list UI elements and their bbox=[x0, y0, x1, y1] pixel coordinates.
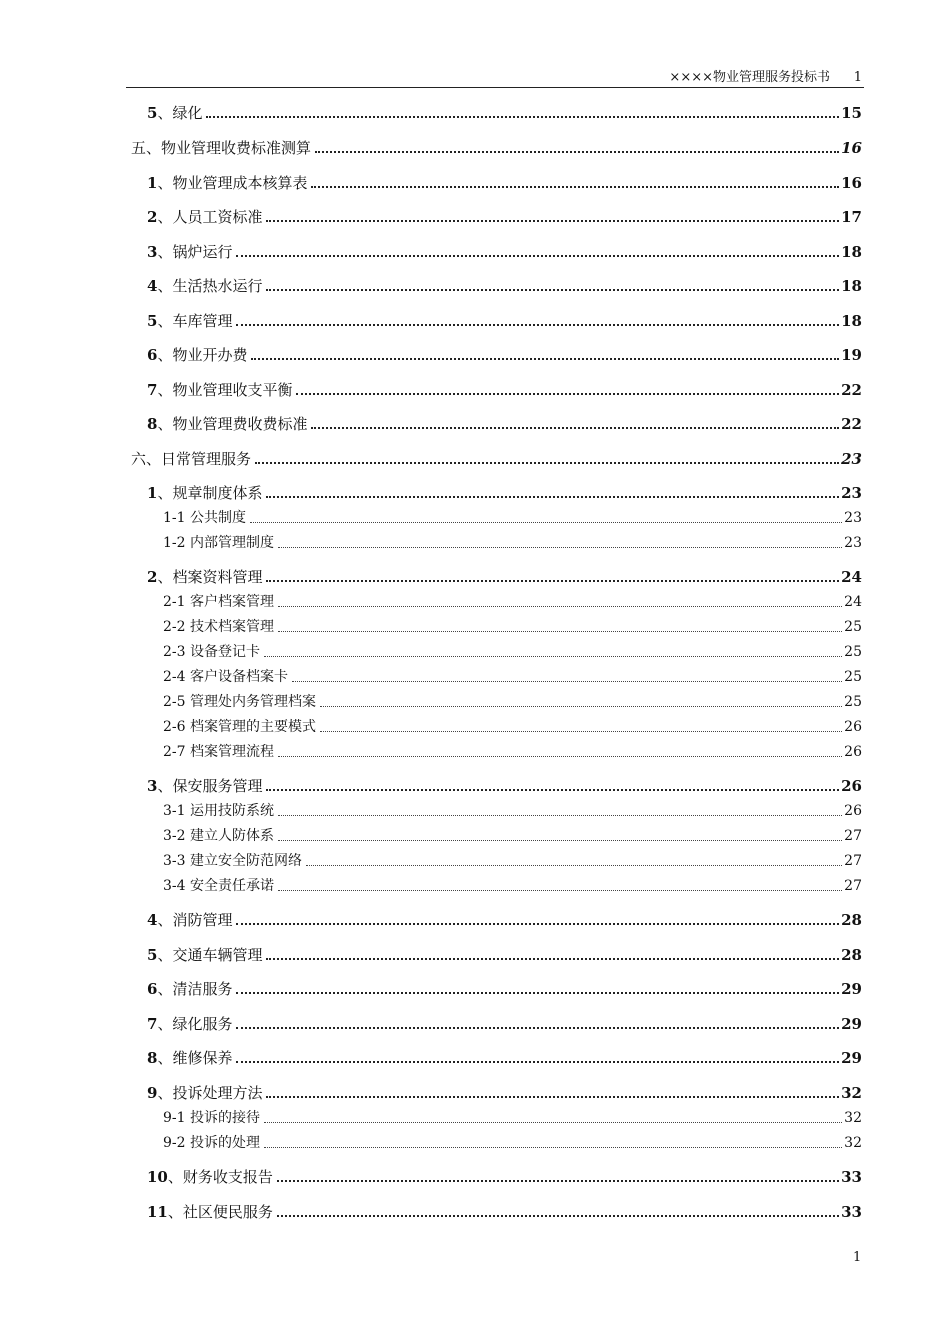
toc-section[interactable] bbox=[147, 239, 862, 261]
toc-entry-number: 5 bbox=[147, 312, 158, 330]
toc-entry-text: 社区便民服务 bbox=[182, 1203, 273, 1221]
toc-entry-label bbox=[147, 346, 249, 364]
toc-page-number: 19 bbox=[841, 346, 862, 364]
toc-page-number: 27 bbox=[844, 878, 862, 894]
toc-entry-label bbox=[163, 534, 276, 552]
toc-entry-label bbox=[163, 668, 290, 686]
toc-page-number: 23 bbox=[841, 484, 862, 502]
toc-entry-text: 2-5 管理处内务管理档案 bbox=[163, 694, 316, 710]
toc-entry-number: 8 bbox=[147, 1049, 158, 1067]
toc-dot-leader bbox=[266, 289, 839, 291]
toc-chapter[interactable] bbox=[131, 446, 862, 468]
toc-entry-label bbox=[147, 1203, 275, 1221]
toc-entry-separator: 、 bbox=[157, 174, 173, 192]
toc-subsection[interactable] bbox=[163, 1105, 862, 1127]
toc-dot-leader bbox=[277, 1215, 839, 1217]
toc-dot-leader bbox=[278, 756, 842, 757]
toc-dot-leader bbox=[236, 1061, 839, 1063]
toc-entry-label bbox=[147, 415, 309, 433]
toc-entry-text: 清洁服务 bbox=[172, 980, 233, 998]
toc-subsection[interactable] bbox=[163, 873, 862, 895]
toc-entry-label bbox=[163, 693, 318, 711]
toc-entry-number: 5 bbox=[147, 104, 158, 122]
toc-entry-separator: 、 bbox=[157, 415, 173, 433]
toc-page-number: 18 bbox=[841, 243, 862, 261]
toc-page-number: 16 bbox=[841, 174, 862, 192]
toc-section[interactable] bbox=[147, 1080, 862, 1102]
toc-subsection[interactable] bbox=[163, 823, 862, 845]
toc-entry-number: 10 bbox=[147, 1168, 168, 1186]
toc-subsection[interactable] bbox=[163, 664, 862, 686]
toc-entry-label bbox=[147, 381, 294, 399]
toc-entry-separator: 、 bbox=[157, 484, 173, 502]
toc-dot-leader bbox=[278, 840, 842, 841]
toc-entry-separator: 、 bbox=[157, 312, 173, 330]
toc-dot-leader bbox=[266, 496, 839, 498]
toc-dot-leader bbox=[236, 923, 839, 925]
toc-page-number: 18 bbox=[841, 277, 862, 295]
toc-entry-text: 1-1 公共制度 bbox=[163, 510, 246, 526]
toc-dot-leader bbox=[266, 958, 839, 960]
toc-page-number: 33 bbox=[841, 1168, 862, 1186]
toc-dot-leader bbox=[266, 1096, 839, 1098]
header-page-number: 1 bbox=[853, 70, 862, 85]
toc-entry-label bbox=[147, 312, 234, 330]
toc-entry-label bbox=[163, 827, 276, 845]
toc-entry-text: 3-2 建立人防体系 bbox=[163, 828, 274, 844]
toc-dot-leader bbox=[266, 789, 839, 791]
toc-page-number: 25 bbox=[844, 669, 862, 685]
toc-entry-label bbox=[147, 104, 204, 122]
toc-entry-label bbox=[163, 643, 262, 661]
toc-entry-separator: 、 bbox=[157, 777, 173, 795]
toc-dot-leader bbox=[255, 462, 839, 464]
toc-subsection[interactable] bbox=[163, 1130, 862, 1152]
toc-entry-text: 2-6 档案管理的主要模式 bbox=[163, 719, 316, 735]
toc-dot-leader bbox=[278, 606, 842, 607]
toc-entry-text: 物业管理费收费标准 bbox=[172, 415, 308, 433]
toc-entry-text: 3-3 建立安全防范网络 bbox=[163, 853, 302, 869]
toc-entry-text: 2-4 客户设备档案卡 bbox=[163, 669, 288, 685]
toc-entry-label bbox=[163, 1109, 262, 1127]
toc-entry-text: 人员工资标准 bbox=[172, 208, 263, 226]
toc-page-number: 17 bbox=[841, 208, 862, 226]
toc-entry-label bbox=[147, 568, 264, 586]
toc-subsection[interactable] bbox=[163, 689, 862, 711]
toc-page-number: 18 bbox=[841, 312, 862, 330]
toc-page-number: 28 bbox=[841, 911, 862, 929]
toc-entry-label bbox=[163, 802, 276, 820]
toc-entry-separator: 、 bbox=[157, 1084, 173, 1102]
toc-dot-leader bbox=[206, 116, 839, 118]
toc-entry-label bbox=[147, 1168, 275, 1186]
toc-entry-text: 交通车辆管理 bbox=[172, 946, 263, 964]
toc-section[interactable] bbox=[147, 1199, 862, 1221]
toc-entry-separator: 、 bbox=[157, 1015, 173, 1033]
toc-dot-leader bbox=[264, 656, 842, 657]
toc-section[interactable] bbox=[147, 411, 862, 433]
toc-entry-text: 锅炉运行 bbox=[172, 243, 233, 261]
toc-section[interactable] bbox=[147, 480, 862, 502]
toc-subsection[interactable] bbox=[163, 614, 862, 636]
toc-subsection[interactable] bbox=[163, 639, 862, 661]
toc-entry-text: 消防管理 bbox=[172, 911, 233, 929]
toc-entry-number: 8 bbox=[147, 415, 158, 433]
toc-entry-label bbox=[163, 877, 276, 895]
toc-entry-text: 维修保养 bbox=[172, 1049, 233, 1067]
toc-dot-leader bbox=[292, 681, 842, 682]
toc-entry-text: 9-2 投诉的处理 bbox=[163, 1135, 260, 1151]
toc-page-number: 23 bbox=[841, 450, 862, 468]
toc-page-number: 22 bbox=[841, 415, 862, 433]
toc-entry-separator: 、 bbox=[157, 243, 173, 261]
toc-entry-text: 投诉处理方法 bbox=[172, 1084, 263, 1102]
toc-entry-label bbox=[147, 911, 234, 929]
toc-entry-text: 物业管理收支平衡 bbox=[172, 381, 293, 399]
toc-entry-label bbox=[147, 980, 234, 998]
toc-page-number: 29 bbox=[841, 980, 862, 998]
toc-section[interactable] bbox=[147, 342, 862, 364]
toc-page-number: 26 bbox=[841, 777, 862, 795]
toc-entry-text: 绿化服务 bbox=[172, 1015, 233, 1033]
toc-dot-leader bbox=[311, 427, 839, 429]
toc-entry-label bbox=[147, 1015, 234, 1033]
toc-entry-label bbox=[163, 743, 276, 761]
toc-entry-text: 2-1 客户档案管理 bbox=[163, 594, 274, 610]
toc-entry-text: 财务收支报告 bbox=[182, 1168, 273, 1186]
toc-entry-text: 物业开办费 bbox=[172, 346, 248, 364]
toc-dot-leader bbox=[266, 220, 839, 222]
toc-entry-separator: 、 bbox=[157, 381, 173, 399]
toc-dot-leader bbox=[264, 1147, 842, 1148]
toc-entry-separator: 、 bbox=[157, 277, 173, 295]
toc-entry-label bbox=[147, 946, 264, 964]
toc-entry-label bbox=[163, 852, 304, 870]
toc-entry-text: 五、物业管理收费标准测算 bbox=[131, 139, 312, 157]
toc-dot-leader bbox=[278, 631, 842, 632]
toc-page-number: 24 bbox=[841, 568, 862, 586]
toc-page-number: 29 bbox=[841, 1049, 862, 1067]
toc-section[interactable] bbox=[147, 942, 862, 964]
toc-subsection[interactable] bbox=[163, 714, 862, 736]
toc-subsection[interactable] bbox=[163, 530, 862, 552]
toc-entry-number: 11 bbox=[147, 1203, 168, 1221]
toc-entry-text: 3-1 运用技防系统 bbox=[163, 803, 274, 819]
footer-page-number: 1 bbox=[853, 1250, 862, 1265]
toc-entry-number: 1 bbox=[147, 174, 158, 192]
toc-entry-label bbox=[163, 593, 276, 611]
toc-entry-number: 9 bbox=[147, 1084, 158, 1102]
toc-entry-label bbox=[163, 618, 276, 636]
toc-dot-leader bbox=[320, 706, 842, 707]
toc-entry-text: 生活热水运行 bbox=[172, 277, 263, 295]
toc-dot-leader bbox=[236, 1027, 839, 1029]
toc-page-number: 27 bbox=[844, 853, 862, 869]
header-title: ××××物业管理服务投标书 bbox=[669, 70, 830, 85]
toc-entry-label bbox=[147, 277, 264, 295]
toc-entry-separator: 、 bbox=[157, 911, 173, 929]
toc-entry-label bbox=[147, 484, 264, 502]
toc-page-number: 15 bbox=[841, 104, 862, 122]
toc-entry-number: 2 bbox=[147, 208, 158, 226]
toc-dot-leader bbox=[315, 151, 839, 153]
toc-entry-separator: 、 bbox=[167, 1203, 183, 1221]
toc-page-number: 22 bbox=[841, 381, 862, 399]
toc-page-number: 28 bbox=[841, 946, 862, 964]
toc-entry-separator: 、 bbox=[157, 208, 173, 226]
toc-entry-number: 6 bbox=[147, 346, 158, 364]
toc-entry-text: 1-2 内部管理制度 bbox=[163, 535, 274, 551]
toc-page-number: 25 bbox=[844, 619, 862, 635]
toc-section[interactable] bbox=[147, 564, 862, 586]
toc-entry-number: 4 bbox=[147, 277, 158, 295]
toc-page-number: 29 bbox=[841, 1015, 862, 1033]
toc-dot-leader bbox=[236, 992, 839, 994]
toc-page-number: 24 bbox=[844, 594, 862, 610]
toc-page-number: 32 bbox=[841, 1084, 862, 1102]
toc-entry-separator: 、 bbox=[167, 1168, 183, 1186]
toc-page-number: 25 bbox=[844, 694, 862, 710]
toc-entry-label bbox=[147, 208, 264, 226]
toc-dot-leader bbox=[311, 186, 839, 188]
toc-section[interactable] bbox=[147, 907, 862, 929]
toc-entry-text: 档案资料管理 bbox=[172, 568, 263, 586]
toc-dot-leader bbox=[277, 1180, 839, 1182]
toc-dot-leader bbox=[278, 547, 842, 548]
toc-entry-number: 7 bbox=[147, 381, 158, 399]
toc-section[interactable] bbox=[147, 100, 862, 122]
toc-entry-label bbox=[163, 509, 248, 527]
toc-section[interactable] bbox=[147, 1011, 862, 1033]
toc-section[interactable] bbox=[147, 308, 862, 330]
toc-entry-separator: 、 bbox=[157, 1049, 173, 1067]
toc-page-number: 32 bbox=[844, 1135, 862, 1151]
toc-entry-label bbox=[131, 450, 253, 468]
toc-page-number: 25 bbox=[844, 644, 862, 660]
toc-dot-leader bbox=[278, 890, 842, 891]
toc-subsection[interactable] bbox=[163, 848, 862, 870]
toc-entry-text: 规章制度体系 bbox=[172, 484, 263, 502]
toc-page-number: 32 bbox=[844, 1110, 862, 1126]
toc-entry-label bbox=[147, 243, 234, 261]
toc-entry-text: 2-3 设备登记卡 bbox=[163, 644, 260, 660]
toc-entry-separator: 、 bbox=[157, 980, 173, 998]
toc-entry-label bbox=[147, 1049, 234, 1067]
toc-dot-leader bbox=[264, 1122, 842, 1123]
toc-entry-label bbox=[147, 174, 309, 192]
toc-entry-separator: 、 bbox=[157, 946, 173, 964]
toc-section[interactable] bbox=[147, 273, 862, 295]
toc-page-number: 23 bbox=[844, 535, 862, 551]
toc-dot-leader bbox=[266, 580, 839, 582]
toc-section[interactable] bbox=[147, 1164, 862, 1186]
toc-page-number: 27 bbox=[844, 828, 862, 844]
toc-entry-label bbox=[147, 777, 264, 795]
toc-entry-number: 3 bbox=[147, 777, 158, 795]
toc-dot-leader bbox=[250, 522, 842, 523]
toc-entry-label bbox=[163, 1134, 262, 1152]
toc-section[interactable] bbox=[147, 773, 862, 795]
toc-entry-text: 3-4 安全责任承诺 bbox=[163, 878, 274, 894]
toc-section[interactable] bbox=[147, 170, 862, 192]
toc-entry-separator: 、 bbox=[157, 568, 173, 586]
toc-page-number: 33 bbox=[841, 1203, 862, 1221]
toc-entry-number: 6 bbox=[147, 980, 158, 998]
toc-entry-text: 车库管理 bbox=[172, 312, 233, 330]
toc-chapter[interactable] bbox=[131, 135, 862, 157]
toc-entry-label bbox=[163, 718, 318, 736]
toc-dot-leader bbox=[236, 324, 839, 326]
toc-section[interactable] bbox=[147, 204, 862, 226]
toc-dot-leader bbox=[320, 731, 842, 732]
toc-entry-number: 1 bbox=[147, 484, 158, 502]
toc-subsection[interactable] bbox=[163, 798, 862, 820]
toc-entry-separator: 、 bbox=[157, 346, 173, 364]
toc-entry-label bbox=[131, 139, 313, 157]
toc-page-number: 26 bbox=[844, 803, 862, 819]
toc-subsection[interactable] bbox=[163, 505, 862, 527]
toc-page-number: 26 bbox=[844, 719, 862, 735]
toc-subsection[interactable] bbox=[163, 739, 862, 761]
toc-entry-text: 保安服务管理 bbox=[172, 777, 263, 795]
toc-section[interactable] bbox=[147, 976, 862, 998]
toc-entry-number: 3 bbox=[147, 243, 158, 261]
toc-section[interactable] bbox=[147, 377, 862, 399]
toc-page-number: 26 bbox=[844, 744, 862, 760]
toc-entry-text: 2-7 档案管理流程 bbox=[163, 744, 274, 760]
toc-dot-leader bbox=[236, 255, 839, 257]
toc-entry-number: 4 bbox=[147, 911, 158, 929]
toc-entry-number: 2 bbox=[147, 568, 158, 586]
toc-dot-leader bbox=[306, 865, 842, 866]
toc-entry-text: 六、日常管理服务 bbox=[131, 450, 252, 468]
toc-entry-label bbox=[147, 1084, 264, 1102]
toc-entry-separator: 、 bbox=[157, 104, 173, 122]
toc-subsection[interactable] bbox=[163, 589, 862, 611]
toc-entry-text: 9-1 投诉的接待 bbox=[163, 1110, 260, 1126]
toc-section[interactable] bbox=[147, 1045, 862, 1067]
toc-entry-text: 绿化 bbox=[172, 104, 203, 122]
toc-entry-text: 2-2 技术档案管理 bbox=[163, 619, 274, 635]
toc-dot-leader bbox=[251, 358, 839, 360]
toc-dot-leader bbox=[296, 393, 839, 395]
toc-page-number: 16 bbox=[841, 139, 862, 157]
toc-page-number: 23 bbox=[844, 510, 862, 526]
toc-entry-number: 5 bbox=[147, 946, 158, 964]
toc-entry-text: 物业管理成本核算表 bbox=[172, 174, 308, 192]
toc-entry-number: 7 bbox=[147, 1015, 158, 1033]
toc-dot-leader bbox=[278, 815, 842, 816]
